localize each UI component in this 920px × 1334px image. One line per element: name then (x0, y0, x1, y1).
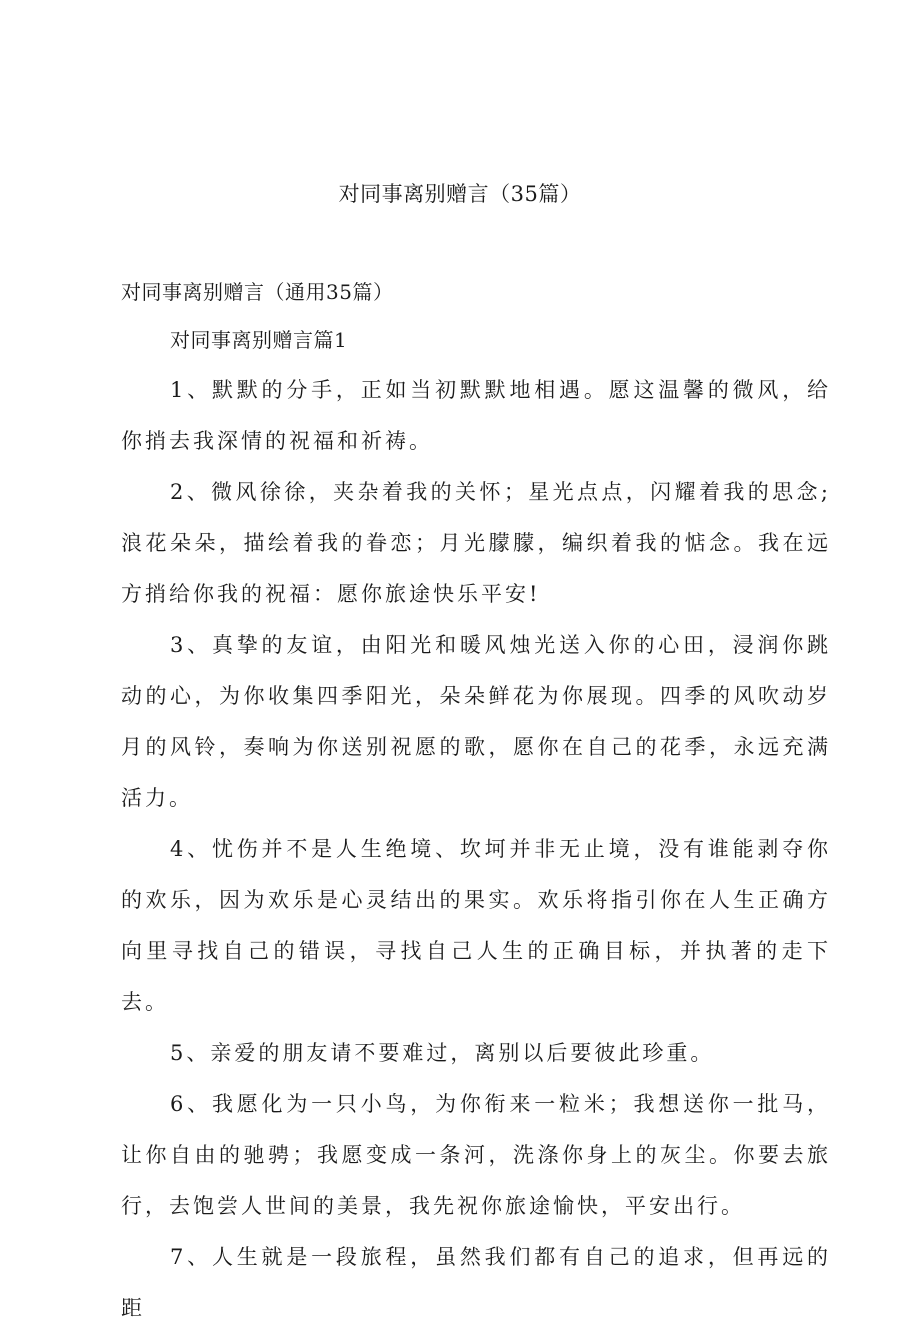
document-subtitle: 对同事离别赠言（通用35篇） (121, 280, 394, 304)
paragraph-3: 3、真挚的友谊，由阳光和暖风烛光送入你的心田，浸润你跳动的心，为你收集四季阳光，朵朵鲜花为你展现。四季的风吹动岁月的风铃，奏响为你送别祝愿的歌，愿你在自己的花季，永远充满活力。 (121, 633, 831, 810)
paragraph-7: 7、人生就是一段旅程，虽然我们都有自己的追求，但再远的距 (121, 1245, 831, 1320)
paragraph-1: 1、默默的分手，正如当初默默地相遇。愿这温馨的微风，给你捎去我深情的祝福和祈祷。 (121, 378, 831, 453)
document-title: 对同事离别赠言（35篇） (338, 182, 582, 206)
paragraph-4: 4、忧伤并不是人生绝境、坎坷并非无止境，没有谁能剥夺你的欢乐，因为欢乐是心灵结出的果实。欢乐将指引你在人生正确方向里寻找自己的错误，寻找自己人生的正确目标，并执著的走下去。 (121, 837, 831, 1014)
paragraph-2: 2、微风徐徐，夹杂着我的关怀；星光点点，闪耀着我的思念;浪花朵朵，描绘着我的眷恋；月光朦朦，编织着我的惦念。我在远方捎给你我的祝福：愿你旅途快乐平安! (121, 480, 831, 606)
paragraph-5: 5、亲爱的朋友请不要难过，离别以后要彼此珍重。 (170, 1041, 715, 1065)
section-heading: 对同事离别赠言篇1 (170, 328, 348, 352)
paragraph-6: 6、我愿化为一只小鸟，为你衔来一粒米；我想送你一批马，让你自由的驰骋；我愿变成一条河，洗涤你身上的灰尘。你要去旅行，去饱尝人世间的美景，我先祝你旅途愉快，平安出行。 (121, 1092, 831, 1218)
document-body (121, 365, 831, 1334)
